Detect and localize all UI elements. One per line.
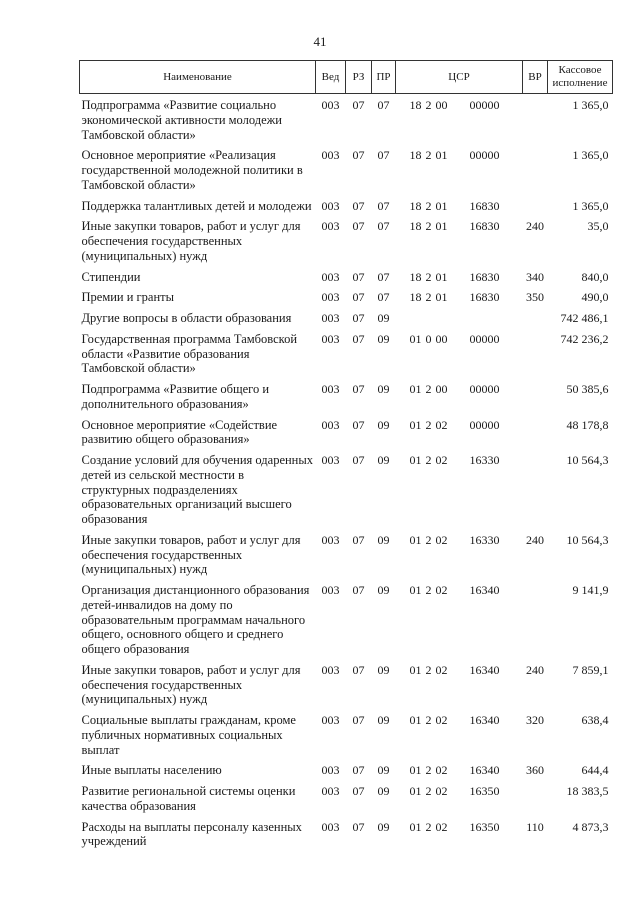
row-ved: 003 — [321, 148, 340, 163]
csr-part: 01 — [409, 453, 422, 467]
row-pr: 07 — [377, 269, 390, 284]
row-name: Подпрограмма «Развитие общего и дополнительного образования» — [81, 382, 270, 411]
row-vr: 350 — [526, 290, 544, 305]
row-rz: 07 — [352, 382, 365, 396]
csr-part: 00000 — [469, 331, 500, 346]
row-vr: 360 — [526, 763, 544, 778]
row-rz: 07 — [352, 269, 365, 284]
row-csr — [396, 418, 523, 454]
row-vr — [523, 311, 548, 332]
row-vr: 320 — [526, 713, 544, 727]
csr-part: 01 — [435, 148, 448, 163]
row-rz: 07 — [352, 453, 365, 467]
csr-part: 02 — [435, 819, 448, 834]
csr-part: 2 — [425, 819, 432, 834]
row-pr: 09 — [377, 819, 390, 834]
row-pr: 09 — [377, 453, 390, 467]
row-name: Иные закупки товаров, работ и услуг для обеспечения государственных (муниципальных) нужд — [81, 219, 301, 263]
table-row — [80, 219, 613, 269]
table-row — [80, 311, 613, 332]
csr-part: 01 — [409, 662, 422, 677]
csr-part: 2 — [425, 382, 432, 396]
csr-part: 02 — [435, 763, 448, 778]
row-pr: 09 — [377, 784, 390, 798]
row-rz: 07 — [352, 219, 365, 234]
row-rz: 07 — [352, 532, 365, 547]
csr-part: 00000 — [469, 382, 500, 396]
row-vr — [523, 148, 548, 198]
row-vr — [523, 784, 548, 820]
csr-part: 01 — [409, 784, 422, 798]
table-row — [80, 270, 613, 291]
table-row — [80, 199, 613, 220]
csr-part: 2 — [425, 713, 432, 727]
csr-part: 2 — [425, 784, 432, 798]
header-rz: РЗ — [346, 61, 372, 94]
csr-part: 18 — [409, 98, 422, 112]
row-vr: 240 — [526, 532, 544, 547]
row-ved: 003 — [321, 713, 340, 727]
row-vr — [523, 199, 548, 220]
row-rz: 07 — [352, 98, 365, 112]
row-rz: 07 — [352, 198, 365, 213]
row-ved: 003 — [321, 290, 340, 305]
row-sum: 638,4 — [581, 713, 609, 727]
row-pr: 09 — [377, 382, 390, 396]
row-pr: 09 — [377, 583, 390, 597]
row-ved: 003 — [321, 331, 340, 346]
csr-part: 2 — [425, 219, 432, 234]
csr-part: 02 — [435, 417, 448, 432]
row-sum: 742 486,1 — [560, 311, 609, 325]
row-name: Поддержка талантливых детей и молодежи — [81, 198, 312, 213]
row-csr — [396, 784, 523, 820]
row-vr: 240 — [526, 219, 544, 234]
csr-part: 16340 — [469, 583, 500, 597]
csr-part: 2 — [425, 269, 432, 284]
row-sum: 490,0 — [581, 290, 609, 305]
header-vr: ВР — [523, 61, 548, 94]
table-row — [80, 583, 613, 663]
table-row — [80, 663, 613, 713]
csr-part: 18 — [409, 269, 422, 284]
row-name: Организация дистанционного образования детей-инвалидов на дому по образовательным программам начального общего, основного общего и среднего общего образования — [81, 583, 310, 656]
row-vr — [523, 332, 548, 382]
row-pr: 09 — [377, 417, 390, 432]
table-row — [80, 290, 613, 311]
table-row — [80, 784, 613, 820]
row-sum: 4 873,3 — [572, 819, 609, 834]
row-csr — [396, 270, 523, 291]
csr-part: 16350 — [469, 784, 500, 798]
row-sum: 1 365,0 — [572, 198, 609, 213]
csr-part: 2 — [425, 198, 432, 213]
csr-part: 16330 — [469, 453, 500, 467]
row-pr: 07 — [377, 198, 390, 213]
row-rz: 07 — [352, 311, 365, 325]
row-ved: 003 — [321, 662, 340, 677]
csr-part: 16330 — [469, 532, 500, 547]
row-name: Иные закупки товаров, работ и услуг для обеспечения государственных (муниципальных) нужд — [81, 662, 301, 707]
row-sum: 10 564,3 — [566, 532, 609, 547]
row-ved: 003 — [321, 98, 340, 112]
csr-part: 01 — [409, 819, 422, 834]
header-name: Наименование — [80, 61, 316, 94]
row-sum: 840,0 — [581, 269, 609, 284]
csr-part: 18 — [409, 198, 422, 213]
row-name: Другие вопросы в области образования — [81, 311, 292, 325]
row-name: Стипендии — [81, 269, 141, 284]
csr-part: 00000 — [469, 417, 500, 432]
csr-part: 00000 — [469, 148, 500, 163]
csr-part: 16350 — [469, 819, 500, 834]
row-ved: 003 — [321, 311, 340, 325]
row-csr — [396, 583, 523, 663]
table-row — [80, 332, 613, 382]
row-csr — [396, 763, 523, 784]
row-vr — [523, 453, 548, 533]
row-csr — [396, 311, 523, 332]
csr-part: 02 — [435, 453, 448, 467]
csr-part: 02 — [435, 713, 448, 727]
row-name: Иные выплаты населению — [81, 763, 222, 778]
row-ved: 003 — [321, 382, 340, 396]
row-sum: 50 385,6 — [566, 382, 609, 396]
row-pr: 09 — [377, 311, 390, 325]
csr-part: 2 — [425, 662, 432, 677]
row-vr — [523, 94, 548, 149]
table-body — [80, 94, 613, 856]
csr-part: 16340 — [469, 763, 500, 778]
csr-part: 01 — [435, 290, 448, 305]
table-row — [80, 763, 613, 784]
page-number: 41 — [313, 34, 327, 49]
row-rz: 07 — [352, 713, 365, 727]
row-rz: 07 — [352, 417, 365, 432]
row-ved: 003 — [321, 198, 340, 213]
row-sum: 7 859,1 — [572, 662, 609, 677]
header-pr: ПР — [372, 61, 396, 94]
csr-part: 00000 — [469, 98, 500, 112]
csr-part: 16830 — [469, 269, 500, 284]
row-name: Основное мероприятие «Реализация государственной молодежной политики в Тамбовской области» — [81, 148, 303, 192]
row-sum: 35,0 — [587, 219, 609, 234]
csr-part: 01 — [409, 382, 422, 396]
row-pr: 09 — [377, 662, 390, 677]
csr-part: 01 — [435, 219, 448, 234]
row-sum: 9 141,9 — [572, 583, 609, 597]
row-sum: 48 178,8 — [566, 417, 609, 432]
row-vr: 110 — [526, 819, 544, 834]
csr-part: 01 — [409, 532, 422, 547]
row-pr: 07 — [377, 290, 390, 305]
row-sum: 742 236,2 — [560, 331, 609, 346]
table-row — [80, 148, 613, 198]
row-rz: 07 — [352, 148, 365, 163]
row-name: Создание условий для обучения одаренных детей из сельской местности в структурных подразделениях образовательных организаций высшего образования — [81, 453, 314, 526]
csr-part: 2 — [425, 290, 432, 305]
table-row — [80, 713, 613, 763]
csr-part: 02 — [435, 662, 448, 677]
row-pr: 09 — [377, 713, 390, 727]
row-rz: 07 — [352, 583, 365, 597]
row-csr — [396, 94, 523, 149]
row-ved: 003 — [321, 417, 340, 432]
row-csr — [396, 663, 523, 713]
row-pr: 09 — [377, 331, 390, 346]
csr-part: 18 — [409, 219, 422, 234]
row-name: Иные закупки товаров, работ и услуг для обеспечения государственных (муниципальных) нужд — [81, 532, 301, 577]
row-ved: 003 — [321, 763, 340, 778]
row-name: Расходы на выплаты персоналу казенных учреждений — [81, 819, 302, 849]
row-csr — [396, 290, 523, 311]
csr-part: 02 — [435, 784, 448, 798]
header-ved: Вед — [316, 61, 346, 94]
header-sum: Кассовое исполнение — [548, 61, 613, 94]
row-rz: 07 — [352, 763, 365, 778]
table-row — [80, 382, 613, 418]
table-row — [80, 820, 613, 856]
table-row — [80, 418, 613, 454]
row-pr: 07 — [377, 148, 390, 163]
row-pr: 07 — [377, 219, 390, 234]
row-rz: 07 — [352, 290, 365, 305]
csr-part: 2 — [425, 98, 432, 112]
row-pr: 09 — [377, 763, 390, 778]
csr-part: 00 — [435, 98, 448, 112]
row-csr — [396, 199, 523, 220]
row-ved: 003 — [321, 453, 340, 467]
csr-part: 16830 — [469, 198, 500, 213]
csr-part: 16830 — [469, 290, 500, 305]
row-ved: 003 — [321, 819, 340, 834]
row-name: Основное мероприятие «Содействие развитию общего образования» — [81, 417, 278, 447]
row-name: Подпрограмма «Развитие социально экономической активности молодежи Тамбовской области» — [81, 98, 282, 142]
row-csr — [396, 453, 523, 533]
row-sum: 1 365,0 — [572, 148, 609, 163]
csr-part: 2 — [425, 532, 432, 547]
row-vr: 340 — [526, 269, 544, 284]
row-rz: 07 — [352, 331, 365, 346]
row-sum: 644,4 — [581, 763, 609, 778]
row-csr — [396, 332, 523, 382]
csr-part: 16340 — [469, 713, 500, 727]
row-csr — [396, 713, 523, 763]
row-ved: 003 — [321, 269, 340, 284]
header-csr: ЦСР — [396, 61, 523, 94]
csr-part: 01 — [409, 713, 422, 727]
row-csr — [396, 148, 523, 198]
csr-part: 2 — [425, 417, 432, 432]
row-vr — [523, 418, 548, 454]
row-csr — [396, 382, 523, 418]
csr-part: 2 — [425, 148, 432, 163]
csr-part: 01 — [409, 583, 422, 597]
row-name: Развитие региональной системы оценки качества образования — [81, 784, 296, 813]
table-row — [80, 94, 613, 149]
row-sum: 10 564,3 — [566, 453, 609, 467]
row-pr: 09 — [377, 532, 390, 547]
row-csr — [396, 533, 523, 583]
row-sum: 18 383,5 — [566, 784, 609, 798]
csr-part: 01 — [409, 763, 422, 778]
row-ved: 003 — [321, 532, 340, 547]
row-rz: 07 — [352, 819, 365, 834]
csr-part: 01 — [435, 269, 448, 284]
table-row — [80, 533, 613, 583]
row-ved: 003 — [321, 583, 340, 597]
row-vr: 240 — [526, 662, 544, 677]
csr-part: 01 — [409, 331, 422, 346]
csr-part: 01 — [435, 198, 448, 213]
row-csr — [396, 219, 523, 269]
budget-table — [79, 60, 613, 855]
row-rz: 07 — [352, 662, 365, 677]
csr-part: 02 — [435, 532, 448, 547]
csr-part: 02 — [435, 583, 448, 597]
csr-part: 2 — [425, 583, 432, 597]
row-csr — [396, 820, 523, 856]
csr-part: 16830 — [469, 219, 500, 234]
csr-part: 01 — [409, 417, 422, 432]
csr-part: 0 — [425, 331, 432, 346]
row-name: Государственная программа Тамбовской области «Развитие образования Тамбовской области» — [81, 331, 298, 376]
table-row — [80, 453, 613, 533]
row-name: Премии и гранты — [81, 290, 175, 305]
row-name: Социальные выплаты гражданам, кроме публичных нормативных социальных выплат — [81, 713, 296, 757]
csr-part: 2 — [425, 763, 432, 778]
csr-part: 16340 — [469, 662, 500, 677]
row-rz: 07 — [352, 784, 365, 798]
table-header-row — [80, 61, 613, 94]
csr-part: 18 — [409, 148, 422, 163]
csr-part: 00 — [435, 331, 448, 346]
row-ved: 003 — [321, 219, 340, 234]
row-vr — [523, 583, 548, 663]
csr-part: 18 — [409, 290, 422, 305]
csr-part: 00 — [435, 382, 448, 396]
csr-part: 2 — [425, 453, 432, 467]
row-vr — [523, 382, 548, 418]
row-pr: 07 — [377, 98, 390, 112]
row-ved: 003 — [321, 784, 340, 798]
row-sum: 1 365,0 — [572, 98, 609, 112]
